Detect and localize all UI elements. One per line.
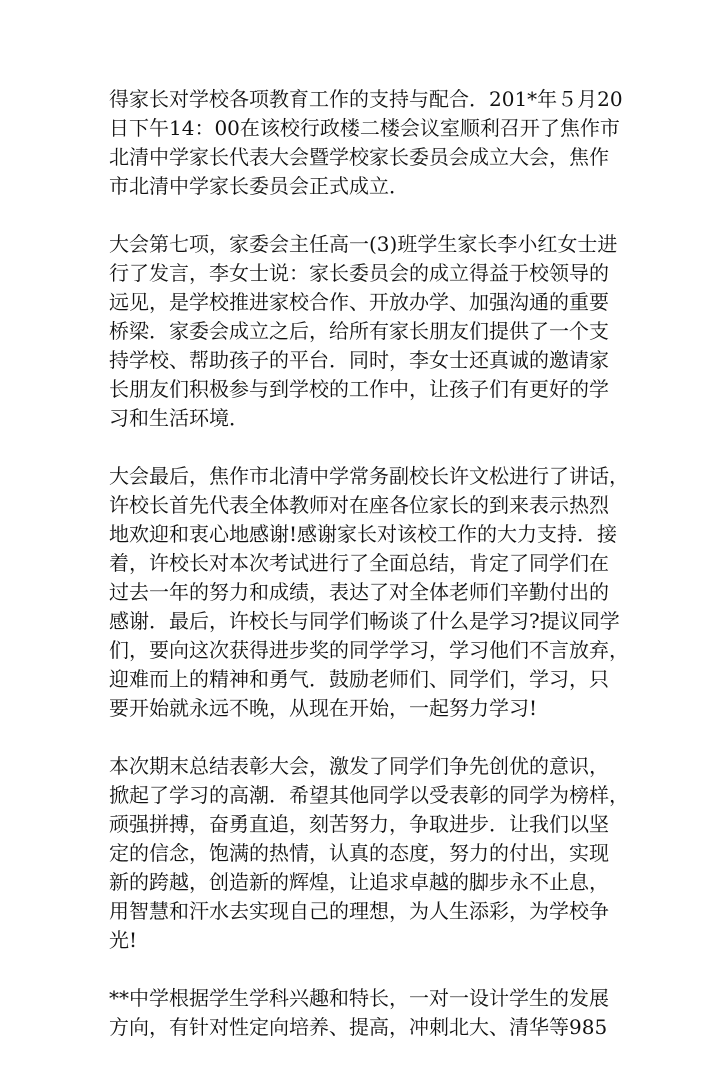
paragraph-conference-summary <box>109 752 629 955</box>
text-line: 要开始就永远不晚，从现在开始，一起努力学习! <box>109 696 538 720</box>
text-line: 用智慧和汗水去实现自己的理想，为人生添彩，为学校争 <box>109 899 609 923</box>
paragraph-vice-principal-speech <box>109 462 629 723</box>
text-line: 大会第七项，家委会主任高一(3)班学生家长李小红女士进 <box>109 232 618 256</box>
text-line: 行了发言，李女士说：家长委员会的成立得益于校领导的 <box>109 261 609 285</box>
text-line: 着，许校长对本次考试进行了全面总结，肯定了同学们在 <box>109 551 609 575</box>
text-line: 大会最后，焦作市北清中学常务副校长许文松进行了讲话， <box>109 464 629 488</box>
text-line: 持学校、帮助孩子的平台．同时，李女士还真诚的邀请家 <box>109 348 609 372</box>
text-line: 掀起了学习的高潮．希望其他同学以受表彰的同学为榜样， <box>109 783 629 807</box>
text-line: 长朋友们积极参与到学校的工作中，让孩子们有更好的学 <box>109 377 609 401</box>
text-line: 北清中学家长代表大会暨学校家长委员会成立大会，焦作 <box>109 145 609 169</box>
text-line: 过去一年的努力和成绩，表达了对全体老师们辛勤付出的 <box>109 580 609 604</box>
text-line: 习和生活环境． <box>109 406 249 430</box>
text-line: 桥梁．家委会成立之后，给所有家长朋友们提供了一个支 <box>109 319 609 343</box>
text-line: 地欢迎和衷心地感谢!感谢家长对该校工作的大力支持．接 <box>109 522 618 546</box>
text-line: 新的跨越，创造新的辉煌，让追求卓越的脚步永不止息， <box>109 870 609 894</box>
text-line: 们，要向这次获得进步奖的同学学习，学习他们不言放弃， <box>109 638 629 662</box>
document-body <box>109 85 629 1071</box>
text-line: 市北清中学家长委员会正式成立． <box>109 174 409 198</box>
paragraph-committee-chair-speech <box>109 230 619 433</box>
text-line: 日下午14：00在该校行政楼二楼会议室顺利召开了焦作市 <box>109 116 620 140</box>
text-line: 方向，有针对性定向培养、提高，冲刺北大、清华等985 <box>109 1015 608 1039</box>
text-line: 本次期末总结表彰大会，激发了同学们争先创优的意识， <box>109 754 609 778</box>
text-line: 定的信念，饱满的热情，认真的态度，努力的付出，实现 <box>109 841 609 865</box>
text-line: **中学根据学生学科兴趣和特长，一对一设计学生的发展 <box>109 986 609 1010</box>
text-line: 远见，是学校推进家校合作、开放办学、加强沟通的重要 <box>109 290 609 314</box>
text-line: 顽强拼搏，奋勇直追，刻苦努力，争取进步．让我们以坚 <box>109 812 609 836</box>
text-line: 迎难而上的精神和勇气．鼓励老师们、同学们，学习，只 <box>109 667 609 691</box>
paragraph-student-development <box>109 984 619 1042</box>
paragraph-parent-meeting-founding <box>109 85 623 201</box>
text-line: 得家长对学校各项教育工作的支持与配合．201*年５月20 <box>109 87 623 111</box>
text-line: 感谢．最后，许校长与同学们畅谈了什么是学习?提议同学 <box>109 609 620 633</box>
text-line: 光! <box>109 928 138 952</box>
text-line: 许校长首先代表全体教师对在座各位家长的到来表示热烈 <box>109 493 609 517</box>
